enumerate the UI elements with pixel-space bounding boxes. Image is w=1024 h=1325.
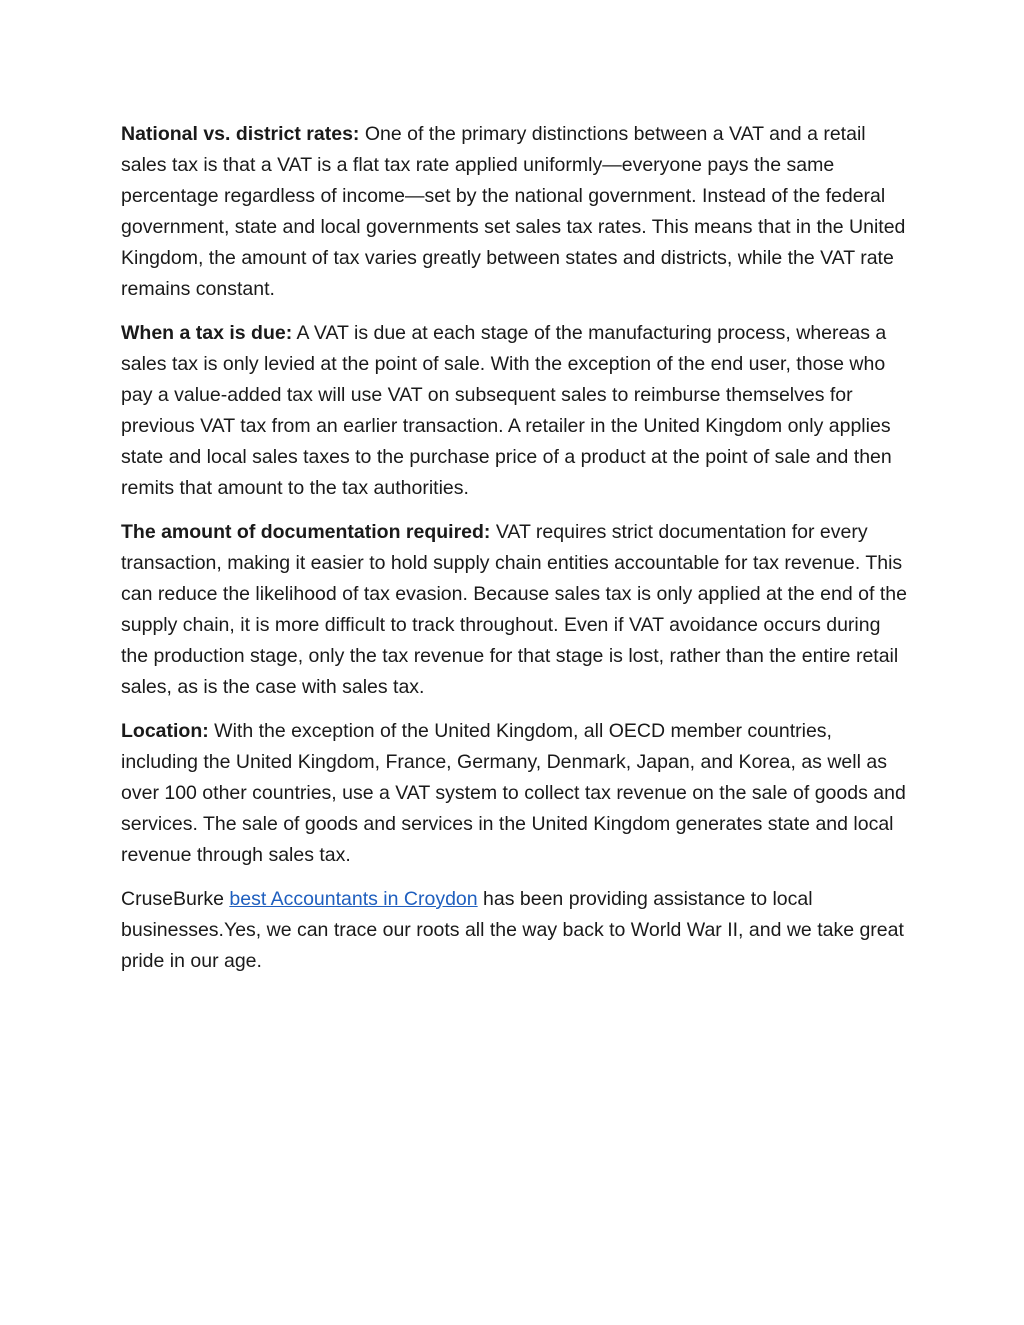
paragraph-text: With the exception of the United Kingdom, all OECD member countries, including the United Kingdom, France, Germany, Denmark, Japan, and Korea, as well as over 100 other countries, use a VAT system to collect tax revenue on the sale of goods and services. The sale of goods and services in the United Kingdom generates state and local revenue through sales tax. [121, 720, 906, 866]
paragraph-text: VAT requires strict documentation for every transaction, making it easier to hold supply chain entities accountable for tax revenue. This can reduce the likelihood of tax evasion. Because sales tax is only applied at the end of the supply chain, it is more difficult to track throughout. Even if VAT avoidance occurs during the production stage, only the tax revenue for that stage is lost, rather than the entire retail sales, as is the case with sales tax. [121, 521, 907, 698]
paragraph-term: Location: [121, 720, 209, 742]
paragraph-term: When a tax is due: [121, 322, 293, 344]
paragraph-text: One of the primary distinctions between a VAT and a retail sales tax is that a VAT is a flat tax rate applied uniformly—everyone pays the same percentage regardless of income—set by the national government. Instead of the federal government, state and local governments set sales tax rates. This means that in the United Kingdom, the amount of tax varies greatly between states and districts, while the VAT rate remains constant. [121, 123, 906, 300]
paragraph-term: National vs. district rates: [121, 123, 360, 145]
paragraph-national-vs-district-rates [121, 119, 911, 305]
closing-text-after-link: has been providing assistance to local businesses.Yes, we can trace our roots all the way back to World War II, and we take great pride in our age. [121, 888, 904, 972]
paragraph-text: A VAT is due at each stage of the manufacturing process, whereas a sales tax is only levied at the point of sale. With the exception of the end user, those who pay a value-added tax will use VAT on subsequent sales to reimburse themselves for previous VAT tax from an earlier transaction. A retailer in the United Kingdom only applies state and local sales taxes to the purchase price of a product at the point of sale and then remits that amount to the tax authorities. [121, 322, 892, 499]
paragraph-location [121, 716, 911, 871]
paragraph-when-a-tax-is-due [121, 318, 911, 504]
document-page [121, 119, 911, 990]
accountants-croydon-link[interactable]: best Accountants in Croydon [229, 888, 478, 910]
closing-text-before-link: CruseBurke [121, 888, 230, 910]
paragraph-documentation-required [121, 517, 911, 703]
paragraph-term: The amount of documentation required: [121, 521, 491, 543]
paragraph-closing [121, 884, 911, 977]
